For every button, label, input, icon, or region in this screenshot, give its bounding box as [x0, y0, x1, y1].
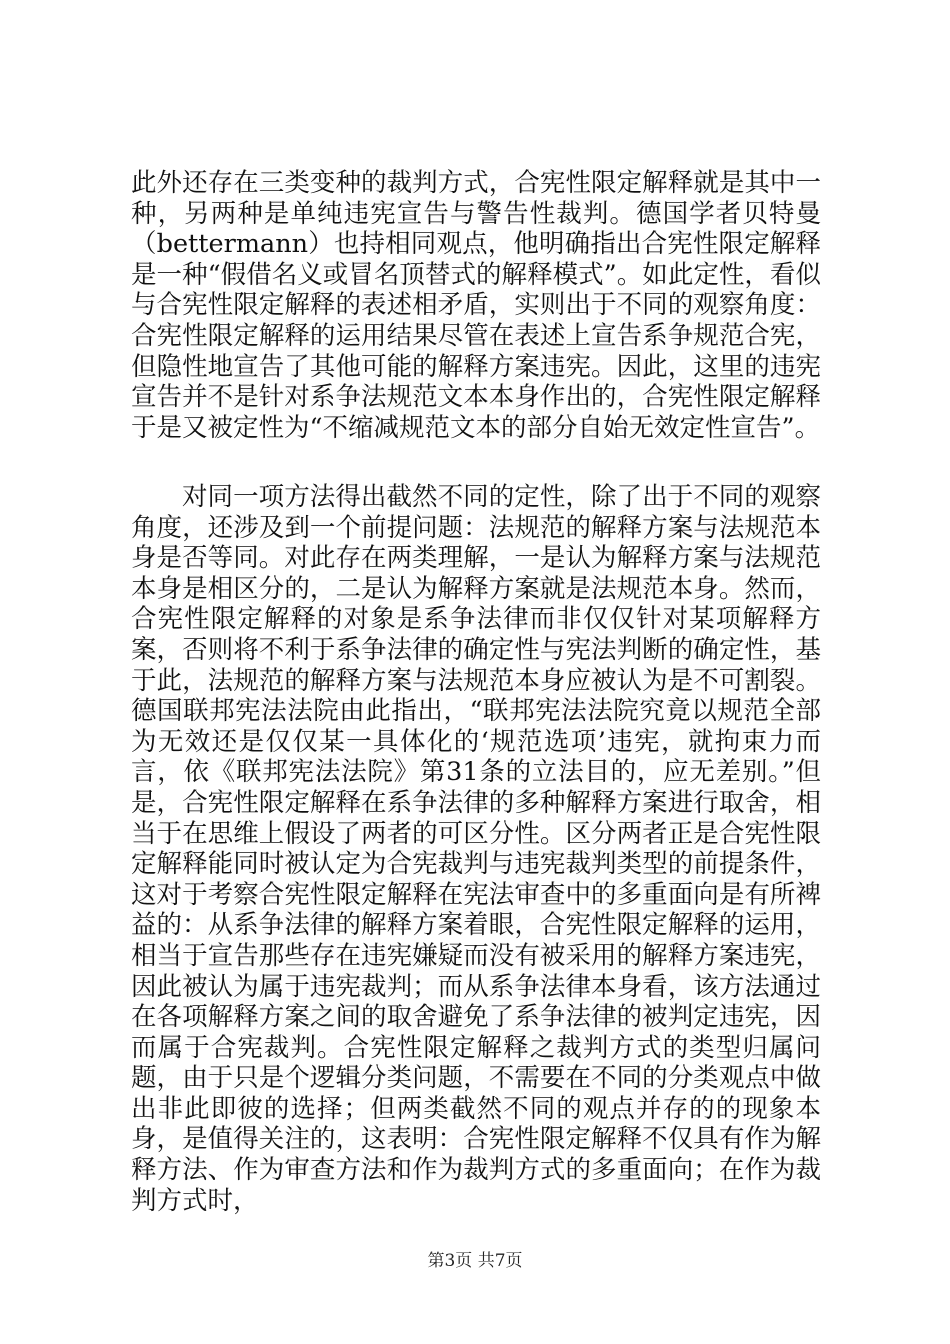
body-paragraph-1: 此外还存在三类变种的裁判方式，合宪性限定解释就是其中一种，另两种是单纯违宪宣告与警告性裁判。德国学者贝特曼（bettermann）也持相同观点，他明确指出合宪性限定解释是一种“假借名义或冒名顶替式的解释模式”。如此定性，看似与合宪性限定解释的表述相矛盾，实则出于不同的观察角度：合宪性限定解释的运用结果尽管在表述上宣告系争规范合宪，但隐性地宣告了其他可能的解释方案违宪。因此，这里的违宪宣告并不是针对系争法规范文本本身作出的，合宪性限定解释于是又被定性为“不缩减规范文本的部分自始无效定性宣告”。: [131, 168, 821, 443]
body-paragraph-2: 对同一项方法得出截然不同的定性，除了出于不同的观察角度，还涉及到一个前提问题：法规范的解释方案与法规范本身是否等同。对此存在两类理解，一是认为解释方案与法规范本身是相区分的，二是认为解释方案就是法规范本身。然而，合宪性限定解释的对象是系争法律而非仅仅针对某项解释方案，否则将不利于系争法律的确定性与宪法判断的确定性，基于此，法规范的解释方案与法规范本身应被认为是不可割裂。德国联邦宪法法院由此指出，“联邦宪法法院究竟以规范全部为无效还是仅仅某一具体化的‘规范选项’违宪，就拘束力而言，依《联邦宪法法院》第31条的立法目的，应无差别。”但是，合宪性限定解释在系争法律的多种解释方案进行取舍，相当于在思维上假设了两者的可区分性。区分两者正是合宪性限定解释能同时被认定为合宪裁判与违宪裁判类型的前提条件，这对于考察合宪性限定解释在宪法审查中的多重面向是有所裨益的：从系争法律的解释方案着眼，合宪性限定解释的运用，相当于宣告那些存在违宪嫌疑而没有被采用的解释方案违宪，因此被认为属于违宪裁判；而从系争法律本身看，该方法通过在各项解释方案之间的取舍避免了系争法律的被判定违宪，因而属于合宪裁判。合宪性限定解释之裁判方式的类型归属问题，由于只是个逻辑分类问题，不需要在不同的分类观点中做出非此即彼的选择；但两类截然不同的观点并存的的现象本身，是值得关注的，这表明：合宪性限定解释不仅具有作为解释方法、作为审查方法和作为裁判方式的多重面向；在作为裁判方式时，: [131, 482, 821, 1216]
page-number-footer: 第3页 共7页: [427, 1251, 523, 1271]
